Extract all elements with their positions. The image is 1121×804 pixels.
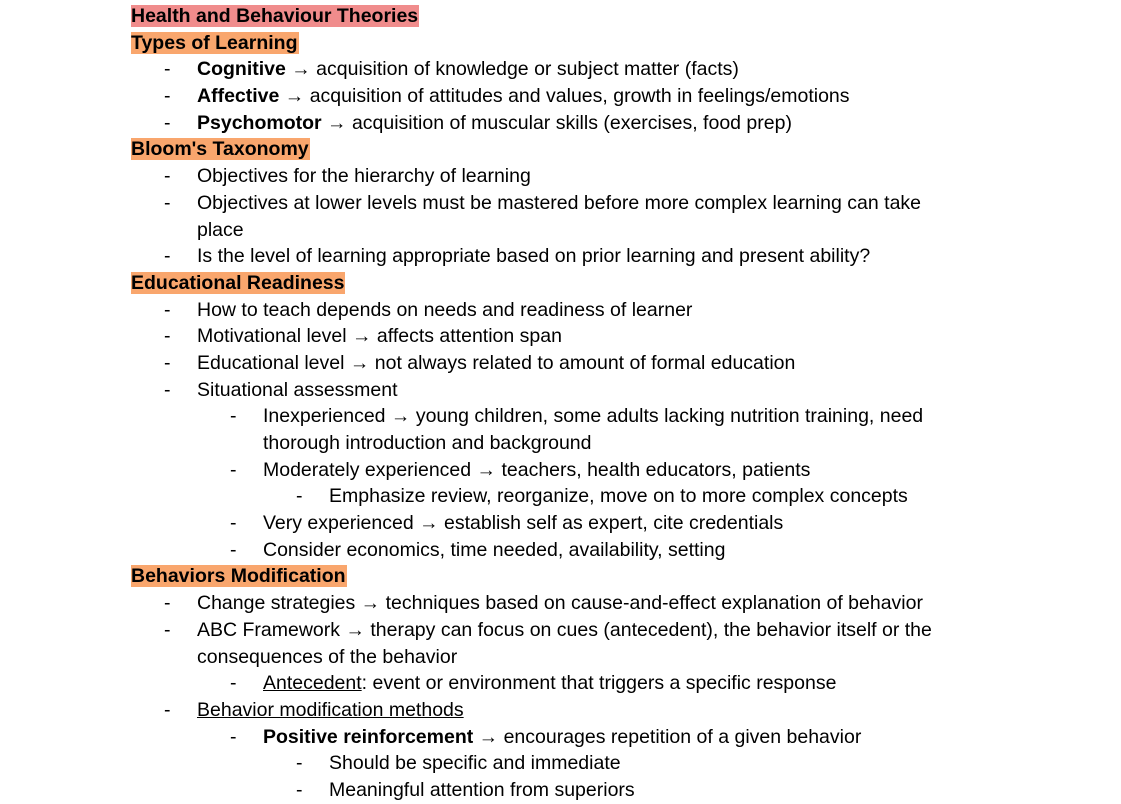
list-item-text: Meaningful attention from superiors [329,778,635,801]
list-item [0,83,1121,110]
term-antecedent: Antecedent [263,672,362,695]
section-heading-blooms-taxonomy: Bloom's Taxonomy [131,138,309,161]
section-heading-line [0,563,1121,590]
section-heading-types-of-learning: Types of Learning [131,31,298,54]
list-item [0,243,1121,270]
bullet-dash: - [164,191,171,214]
list-item-text: place [197,218,244,241]
list-item-text: Inexperienced → young children, some adults lacking nutrition training, need [263,405,924,428]
term-positive-reinforcement: Positive reinforcement [263,725,474,748]
sub-list-item [0,403,1121,430]
list-item [0,697,1121,724]
section-heading-behaviors-modification: Behaviors Modification [131,565,346,588]
sub-sub-list-item [0,483,1121,510]
bullet-dash: - [230,512,237,535]
term-description: → acquisition of attitudes and values, growth in feelings/emotions [279,85,850,108]
list-item-text: Emphasize review, reorganize, move on to more complex concepts [329,485,908,508]
section-heading-line [0,270,1121,297]
list-item-text [197,697,464,724]
bullet-dash: - [230,538,237,561]
term-cognitive: Cognitive [197,58,286,81]
term-description: : event or environment that triggers a specific response [361,672,837,695]
bullet-dash: - [164,85,171,108]
bullet-dash: - [164,618,171,641]
term-description: → acquisition of muscular skills (exercises, food prep) [321,111,792,134]
list-item [0,350,1121,377]
section-heading-line [0,136,1121,163]
bullet-dash: - [230,672,237,695]
list-item-text: Situational assessment [197,378,398,401]
behavior-methods-label: Behavior modification methods [197,698,464,721]
sub-sub-list-item [0,750,1121,777]
list-item [0,297,1121,324]
sub-list-item [0,670,1121,697]
bullet-dash: - [230,725,237,748]
list-item-text: Very experienced → establish self as expert, cite credentials [263,512,784,535]
list-item [0,163,1121,190]
bullet-dash: - [230,405,237,428]
sub-sub-list-item [0,777,1121,804]
bullet-dash: - [164,111,171,134]
list-item-text [197,83,850,110]
document-title: Health and Behaviour Theories [131,5,419,27]
section-heading-educational-readiness: Educational Readiness [131,271,345,294]
term-psychomotor: Psychomotor [197,111,322,134]
bullet-dash: - [164,325,171,348]
list-item-text: Should be specific and immediate [329,752,621,775]
bullet-dash: - [164,351,171,374]
list-item [0,56,1121,83]
list-item-text: Motivational level → affects attention span [197,325,562,348]
list-item [0,590,1121,617]
bullet-dash: - [164,245,171,268]
bullet-dash: - [164,165,171,188]
list-item-text: How to teach depends on needs and readiness of learner [197,298,693,321]
list-item-text: Moderately experienced → teachers, health educators, patients [263,458,811,481]
term-affective: Affective [197,85,280,108]
list-item-text: ABC Framework → therapy can focus on cues (antecedent), the behavior itself or the [197,618,932,641]
sub-list-item [0,724,1121,751]
list-item-continuation [0,644,1121,671]
sub-list-item-continuation [0,430,1121,457]
section-heading-line [0,30,1121,57]
list-item-text: thorough introduction and background [263,432,592,454]
list-item [0,617,1121,644]
list-item-text: Change strategies → techniques based on cause-and-effect explanation of behavior [197,592,923,615]
list-item-text: Consider economics, time needed, availability, setting [263,538,726,561]
bullet-dash: - [164,58,171,81]
list-item-text [263,670,836,697]
list-item [0,323,1121,350]
list-item-continuation [0,217,1121,244]
bullet-dash: - [230,458,237,481]
sub-list-item [0,457,1121,484]
list-item-text [197,110,792,137]
term-description: → encourages repetition of a given behavior [473,725,862,748]
list-item-text [263,724,861,751]
bullet-dash: - [164,298,171,321]
list-item-text [197,56,739,83]
bullet-dash: - [164,378,171,401]
list-item-text: consequences of the behavior [197,645,458,668]
document-body [0,3,1121,804]
sub-list-item [0,537,1121,564]
document-title-line [0,3,1121,30]
list-item-text: Objectives at lower levels must be mastered before more complex learning can take [197,191,922,214]
list-item-text: Objectives for the hierarchy of learning [197,165,531,188]
list-item-text: Educational level → not always related to amount of formal education [197,351,796,374]
bullet-dash: - [296,485,303,508]
bullet-dash: - [296,778,303,801]
list-item [0,190,1121,217]
term-description: → acquisition of knowledge or subject matter (facts) [285,58,739,81]
list-item [0,110,1121,137]
bullet-dash: - [296,752,303,775]
sub-list-item [0,510,1121,537]
bullet-dash: - [164,698,171,721]
bullet-dash: - [164,592,171,615]
list-item [0,377,1121,404]
list-item-text: Is the level of learning appropriate based on prior learning and present ability? [197,245,871,268]
